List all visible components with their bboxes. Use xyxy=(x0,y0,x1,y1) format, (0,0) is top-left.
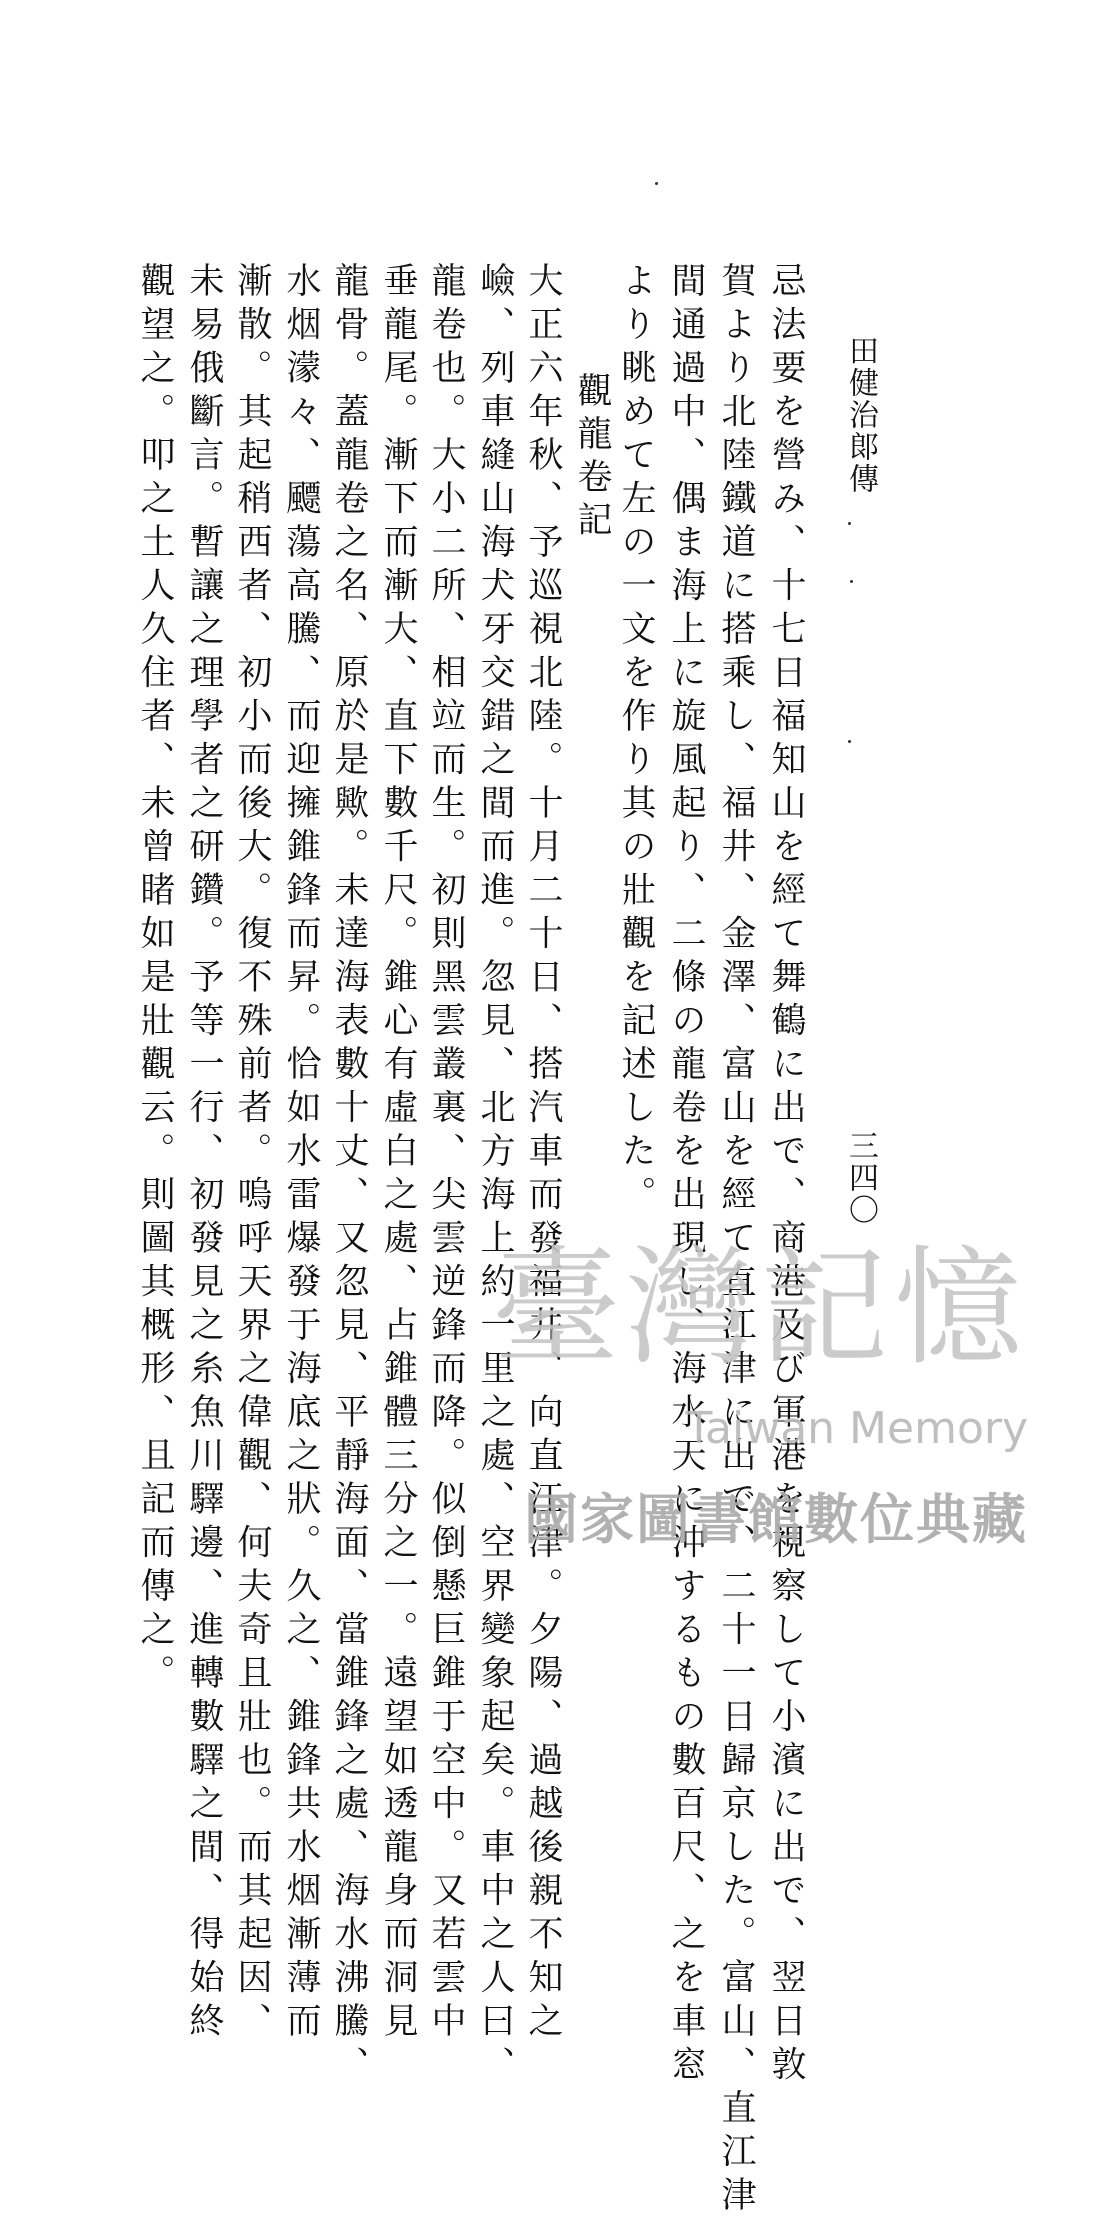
essay-line: 未易俄斷言。暫讓之理學者之研鑽。予等一行、初發見之糸魚川驛邊、進轉數驛之間、得始終 xyxy=(184,262,224,2046)
paragraph-line: より眺めて左の一文を作り其の壯觀を記述した。 xyxy=(616,262,656,1219)
paragraph-line: 忌法要を營み、十七日福知山を經て舞鶴に出で、商港及び軍港を視察して小濱に出で、翌日敦 xyxy=(766,262,806,2089)
essay-line: 嶮、列車縫山海犬牙交錯之間而進。忽見、北方海上約一里之處、空界變象起矣。車中之人曰、 xyxy=(475,262,515,2089)
watermark-main: 臺灣記憶 xyxy=(491,1234,1028,1383)
essay-line: 漸散。其起稍西者、初小而後大。復不殊前者。嗚呼天界之偉觀、何夫奇且壯也。而其起因、 xyxy=(232,262,272,2046)
essay-line: 垂龍尾。漸下而漸大、直下數千尺。錐心有虛白之處、占錐體三分之一。遠望如透龍身而洞見 xyxy=(378,262,418,2046)
watermark-subtitle: 國家圖書館數位典藏 xyxy=(524,1488,1028,1551)
paragraph-line: 賀より北陸鐵道に搭乘し、福井、金澤、富山を經て直江津に出で、二十一日歸京した。富山、直江津 xyxy=(716,262,756,2220)
scan-speck xyxy=(848,522,851,525)
running-title: 田健治郞傳 xyxy=(843,335,878,495)
library-watermark xyxy=(468,1205,1028,1585)
essay-line: 觀望之。叩之土人久住者、未曾睹如是壯觀云。則圖其概形、且記而傳之。 xyxy=(135,262,175,1698)
page-number: 三四〇 xyxy=(843,1130,878,1226)
essay-line: 龍卷也。大小二所、相竝而生。初則黑雲叢裏、尖雲逆鋒而降。似倒懸巨錐于空中。又若雲中 xyxy=(426,262,466,2046)
scan-speck xyxy=(850,580,853,583)
scan-speck xyxy=(848,740,851,743)
scan-speck xyxy=(655,182,658,185)
essay-line: 水烟濛々、飃蕩高騰、而迎擁錐鋒而昇。恰如水雷爆發于海底之狀。久之、錐鋒共水烟漸薄而 xyxy=(281,262,321,2046)
essay-line: 大正六年秋、予巡視北陸。十月二十日、搭汽車而發福井、向直江津。夕陽、過越後親不知之 xyxy=(523,262,563,2046)
paragraph-line: 間通過中、偶ま海上に旋風起り、二條の龍卷を出現し、海水天に沖するもの數百尺、之を車窓 xyxy=(666,262,706,2089)
essay-title: 觀龍卷記 xyxy=(572,372,612,544)
watermark-english: Taiwan Memory xyxy=(685,1403,1028,1454)
essay-line: 龍骨。蓋龍卷之名、原於是歟。未達海表數十丈、又忽見、平靜海面、當錐鋒之處、海水沸騰、 xyxy=(329,262,369,2089)
